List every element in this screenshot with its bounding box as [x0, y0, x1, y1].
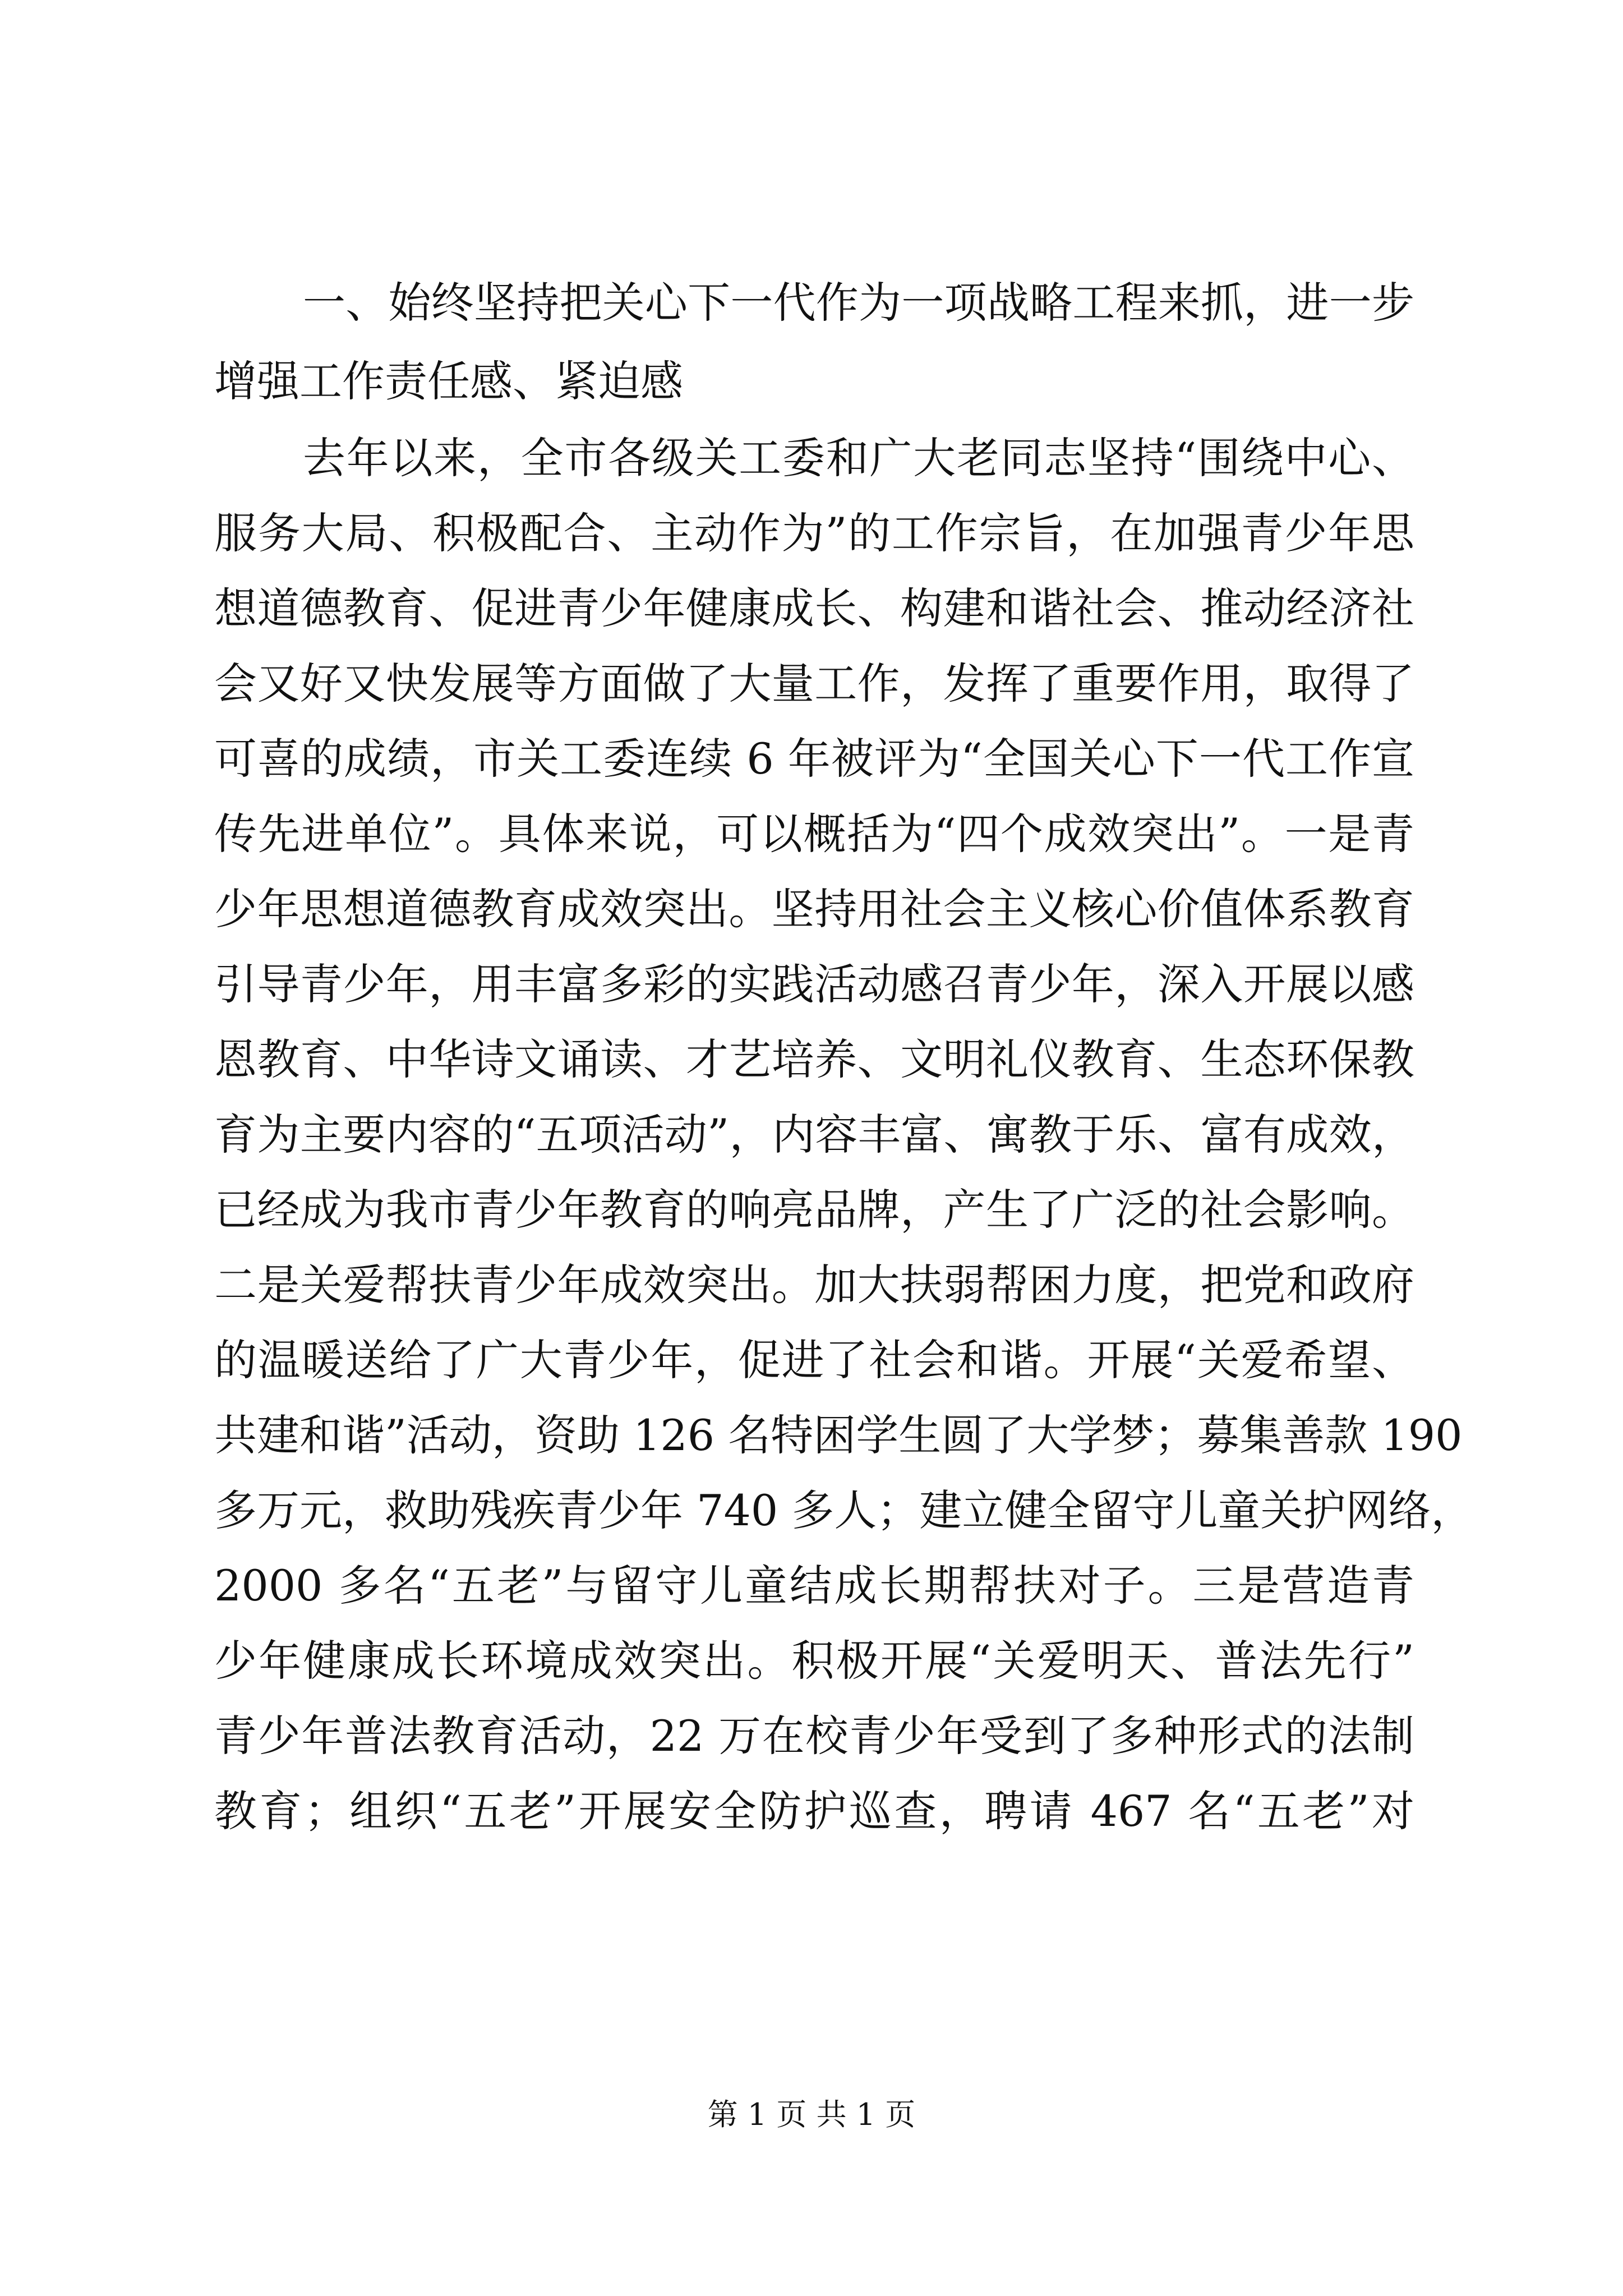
- page-footer: 第 1 页 共 1 页: [707, 2097, 916, 2132]
- body-line-14: 共建和谐”活动，资助 126 名特困学生圆了大学梦；募集善款 190: [214, 1410, 1463, 1460]
- body-line-10: 育为主要内容的“五项活动”，内容丰富、寓教于乐、富有成效，: [214, 1110, 1414, 1159]
- section-heading-line-2: 增强工作责任感、紧迫感: [214, 356, 683, 406]
- body-line-7: 少年思想道德教育成效突出。坚持用社会主义核心价值体系教育: [214, 884, 1414, 934]
- body-line-11: 已经成为我市青少年教育的响亮品牌，产生了广泛的社会影响。: [214, 1185, 1414, 1235]
- body-line-4: 会又好又快发展等方面做了大量工作，发挥了重要作用，取得了: [214, 659, 1414, 708]
- section-heading-line-1: 一、始终坚持把关心下一代作为一项战略工程来抓，进一步: [303, 278, 1414, 328]
- body-line-3: 想道德教育、促进青少年健康成长、构建和谐社会、推动经济社: [214, 583, 1414, 633]
- body-line-13: 的温暖送给了广大青少年，促进了社会和谐。开展“关爱希望、: [214, 1335, 1414, 1385]
- body-line-19: 教育；组织“五老”开展安全防护巡查，聘请 467 名“五老”对: [214, 1786, 1414, 1836]
- document-content: [214, 264, 1474, 1849]
- body-line-15: 多万元，救助残疾青少年 740 多人；建立健全留守儿童关护网络，: [214, 1485, 1474, 1535]
- body-line-17: 少年健康成长环境成效突出。积极开展“关爱明天、普法先行”: [214, 1636, 1414, 1686]
- body-line-9: 恩教育、中华诗文诵读、才艺培养、文明礼仪教育、生态环保教: [214, 1034, 1414, 1084]
- body-line-5: 可喜的成绩，市关工委连续 6 年被评为“全国关心下一代工作宣: [214, 734, 1414, 784]
- body-line-16: 2000 多名“五老”与留守儿童结成长期帮扶对子。三是营造青: [214, 1561, 1414, 1611]
- body-line-2: 服务大局、积极配合、主动作为”的工作宗旨，在加强青少年思: [214, 508, 1414, 558]
- body-line-12: 二是关爱帮扶青少年成效突出。加大扶弱帮困力度，把党和政府: [214, 1260, 1414, 1310]
- body-line-1: 去年以来，全市各级关工委和广大老同志坚持“围绕中心、: [303, 433, 1414, 483]
- body-line-6: 传先进单位”。具体来说，可以概括为“四个成效突出”。一是青: [214, 809, 1414, 859]
- body-line-8: 引导青少年，用丰富多彩的实践活动感召青少年，深入开展以感: [214, 959, 1414, 1009]
- body-line-18: 青少年普法教育活动，22 万在校青少年受到了多种形式的法制: [214, 1711, 1414, 1761]
